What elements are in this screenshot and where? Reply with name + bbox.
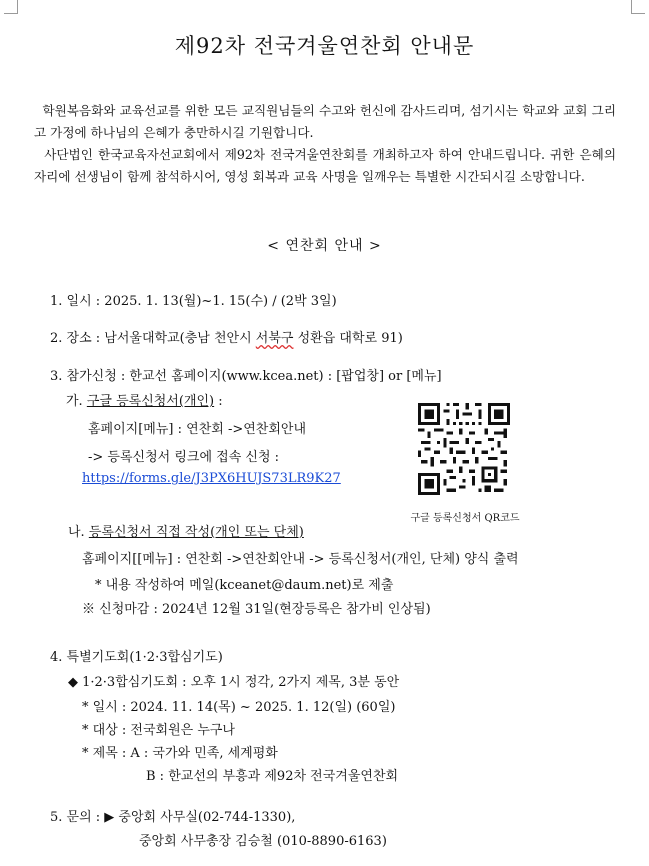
qr-code-image [418,403,510,495]
registration-form-link[interactable]: https://forms.gle/J3PX6HUJS73LR9K27 [82,471,341,486]
item-venue [50,327,403,346]
item-contact-secretary: 중앙회 사무총장 김승철 (010-8890-6163) [139,834,387,849]
qr-code-caption: 구글 등록신청서 QR코드 [410,513,520,524]
document-title: 제92차 전국겨울연찬회 안내문 [174,34,475,58]
item-date: 1. 일시 : 2025. 1. 13(월)~1. 15(수) / (2박 3일) [50,294,337,309]
intro-paragraph-1 [34,100,616,144]
prayer-audience: * 대상 : 전국회원은 누구나 [82,723,235,738]
item-contact-office: 5. 문의 : ▶ 중앙회 사무실(02-744-1330), [50,810,296,825]
page-corner-mark-right [631,0,645,14]
prayer-period: * 일시 : 2024. 11. 14(목) ~ 2025. 1. 12(일) (60일) [82,700,396,715]
prayer-topic-a: * 제목 : A : 국가와 민족, 세계평화 [82,746,278,761]
option-a-menu-path: 홈페이지[메뉴] : 연찬회 ->연찬회안내 [88,422,307,437]
prayer-topic-b: B : 한교선의 부흥과 제92차 전국겨울연찬회 [146,769,399,784]
option-b-title: 등록신청서 직접 작성(개인 또는 단체) [88,525,304,540]
option-b-label: 나. [68,525,89,540]
venue-suffix: 성환읍 대학로 91) [293,331,403,346]
venue-district: 서북구 [255,331,294,346]
intro-text-1: 학원복음화와 교육선교를 위한 모든 교직원님들의 수고와 헌신에 감사드리며, 섬기시는 학교와 교회 그리고 가정에 하나님의 은혜가 충만하시길 기원합니다. [34,103,616,140]
item-registration-heading: 3. 참가신청 : 한교선 홈페이지(www.kcea.net) : [팝업창] or [메뉴] [50,369,442,384]
venue-prefix: 2. 장소 : 남서울대학교(충남 천안시 [50,331,256,346]
option-b-submit-instruction: * 내용 작성하여 메일(kceanet@daum.net)로 제출 [95,578,394,593]
intro-paragraph-2 [34,144,616,188]
item-prayer-heading: 4. 특별기도회(1·2·3합심기도) [50,650,223,665]
registration-option-a [66,390,223,409]
option-b-menu-path: 홈페이지[[메뉴] : 연찬회 ->연찬회안내 -> 등록신청서(개인, 단체) 양식 출력 [82,552,519,567]
option-a-title: 구글 등록신청서(개인) [86,394,215,409]
prayer-meeting-detail: ◆ 1·2·3합심기도회 : 오후 1시 정각, 2가지 제목, 3분 동안 [68,675,400,690]
option-a-colon: : [214,394,223,409]
option-a-link-instruction: -> 등록신청서 링크에 접속 신청 : [88,450,280,465]
option-a-label: 가. [66,394,87,409]
section-title: < 연찬회 안내 > [267,238,382,254]
registration-option-b [68,521,304,540]
registration-deadline: ※ 신청마감 : 2024년 12월 31일(현장등록은 참가비 인상됨) [82,602,431,617]
intro-text-2: 사단법인 한국교육자선교회에서 제92차 전국겨울연찬회를 개최하고자 하여 안내드립니다. 귀한 은혜의 자리에 선생님이 함께 참석하시어, 영성 회복과 교육 사명을 일깨우는 특별한 시간되시길 소망합니다. [34,147,616,184]
page-corner-mark-left [4,0,18,14]
